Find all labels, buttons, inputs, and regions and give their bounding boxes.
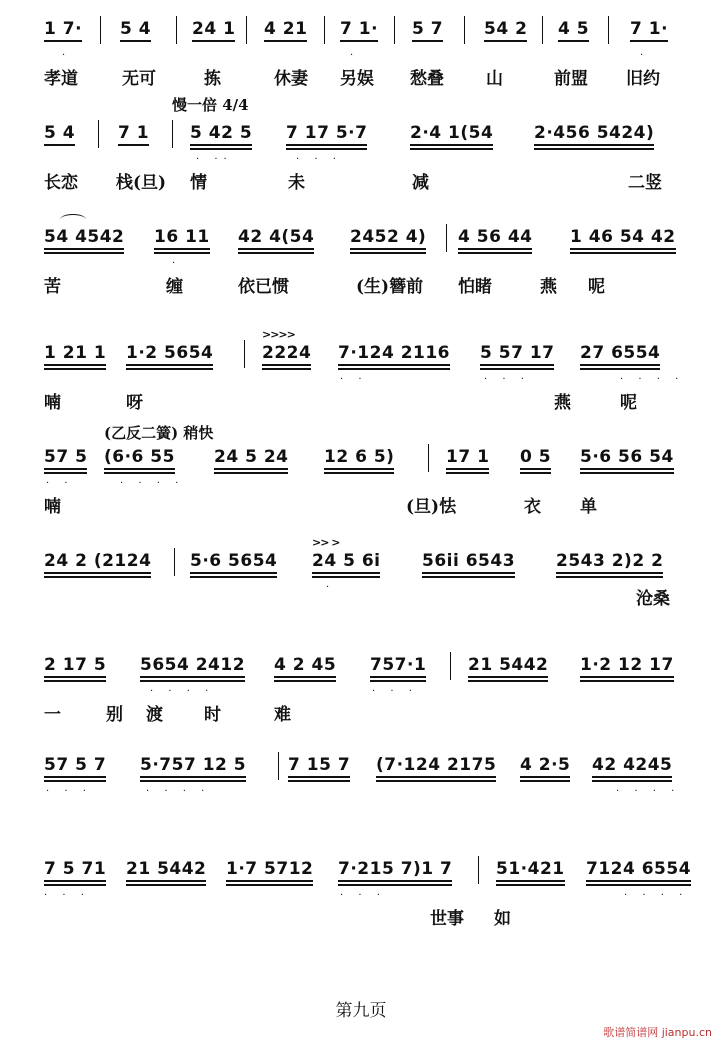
octave-dots: · · · (46, 786, 92, 797)
octave-dots: · (350, 50, 360, 61)
note-group: 7 5 71 (44, 858, 106, 882)
note-group: 51·421 (496, 858, 565, 882)
lyric: 衣 (524, 497, 541, 517)
lyric: 苦 (44, 277, 61, 297)
octave-dots: · · · · (120, 478, 185, 489)
note-group: 5 4 (120, 18, 151, 42)
staff-line (40, 654, 690, 697)
barline (278, 752, 279, 780)
staff-line (40, 18, 690, 61)
lyric: 依已惯 (238, 277, 289, 297)
lyric: 缠 (166, 277, 183, 297)
barline (174, 548, 175, 576)
lyric: 时 (204, 705, 221, 725)
score-row-7 (40, 654, 690, 724)
barline (244, 340, 245, 368)
octave-dots: · · (340, 374, 368, 385)
note-group: (7·124 2175 (376, 754, 496, 778)
note-group: 5654 2412 (140, 654, 245, 678)
barline (450, 652, 451, 680)
note-group: 7 17 5·7 (286, 122, 367, 146)
page-number: 第九页 (335, 1001, 387, 1021)
barline (324, 16, 325, 44)
octave-dots: · (326, 582, 336, 593)
note-group: 4 56 44 (458, 226, 532, 250)
barline (542, 16, 543, 44)
note-group: 42 4245 (592, 754, 672, 778)
note-group: 24 5 24 (214, 446, 288, 470)
note-group: 5 7 (412, 18, 443, 42)
lyric: 难 (274, 705, 291, 725)
note-group: 2543 2)2 2 (556, 550, 663, 574)
lyric: 喃 (44, 497, 61, 517)
note-group: 1 21 1 (44, 342, 106, 366)
lyric: 无可 (122, 69, 156, 89)
lyric: 前盟 (554, 69, 588, 89)
lyric: 世事 (430, 909, 464, 929)
accent-marks: >>>> (262, 328, 295, 341)
octave-dots: · · · · (146, 786, 211, 797)
lyric: 沧桑 (636, 589, 670, 609)
score-row-8 (40, 754, 690, 824)
note-group: 54 2 (484, 18, 527, 42)
lyric: 渡 (146, 705, 163, 725)
note-group: 57 5 (44, 446, 87, 470)
note-group: 12 6 5) (324, 446, 394, 470)
octave-dots: · · · (484, 374, 530, 385)
score-row-3 (40, 226, 690, 296)
lyric: 燕 (540, 277, 557, 297)
staff-line (40, 226, 690, 269)
note-group: 7·215 7)1 7 (338, 858, 452, 882)
note-group: 24 1 (192, 18, 235, 42)
note-group: 5·6 5654 (190, 550, 277, 574)
octave-dots: · · · · (620, 374, 685, 385)
note-group: 2224 (262, 342, 311, 366)
score-row-6 (40, 536, 690, 620)
octave-dots: · (640, 50, 650, 61)
note-group: 54 4542 (44, 226, 124, 250)
lyric: 减 (412, 173, 429, 193)
note-group: 2·456 5424) (534, 122, 654, 146)
score-row-1 (40, 18, 690, 88)
lyric: 呢 (620, 393, 637, 413)
lyric: 栈(旦) (116, 173, 167, 193)
barline (98, 120, 99, 148)
accent-marks: >> > (312, 536, 340, 549)
barline (428, 444, 429, 472)
lyric: 怕睹 (458, 277, 492, 297)
note-group: 5 42 5 (190, 122, 252, 146)
score-row-2 (40, 96, 690, 193)
note-group: 1·2 12 17 (580, 654, 674, 678)
note-group: 5 57 17 (480, 342, 554, 366)
lyric: 呢 (588, 277, 605, 297)
octave-dots: · · · (44, 890, 90, 901)
barline (446, 224, 447, 252)
lyric: 燕 (554, 393, 571, 413)
lyric: 休妻 (274, 69, 308, 89)
note-group: 57 5 7 (44, 754, 106, 778)
note-group: 5·6 56 54 (580, 446, 674, 470)
note-group: 56ii 6543 (422, 550, 515, 574)
barline (176, 16, 177, 44)
note-group: 4 2·5 (520, 754, 570, 778)
octave-dots: · · · · (150, 686, 215, 697)
note-group: 27 6554 (580, 342, 660, 366)
note-group: 17 1 (446, 446, 489, 470)
octave-dots: · · · (296, 154, 342, 165)
note-group: 1 7· (44, 18, 82, 42)
note-group: 1 46 54 42 (570, 226, 676, 250)
note-group: 1·7 5712 (226, 858, 313, 882)
staff-line (40, 858, 692, 901)
lyric: 单 (580, 497, 597, 517)
note-group: 7 1· (340, 18, 378, 42)
score-row-5 (40, 424, 690, 517)
note-group: 1·2 5654 (126, 342, 213, 366)
note-group: 7124 6554 (586, 858, 691, 882)
barline (100, 16, 101, 44)
octave-dots: · · · (372, 686, 418, 697)
score-row-4 (40, 328, 690, 413)
lyric: 孝道 (44, 69, 78, 89)
octave-dots: · ·· (196, 154, 233, 165)
octave-dots: · · (46, 478, 74, 489)
note-group: 4 21 (264, 18, 307, 42)
note-group: 21 5442 (126, 858, 206, 882)
note-group: 42 4(54 (238, 226, 314, 250)
barline (464, 16, 465, 44)
octave-dots: · (172, 258, 182, 269)
barline (608, 16, 609, 44)
note-group: 4 2 45 (274, 654, 336, 678)
staff-line (40, 754, 690, 797)
note-group: 2452 4) (350, 226, 426, 250)
note-group: 24 2 (2124 (44, 550, 151, 574)
section-marking: (乙反二簧) 稍快 (104, 424, 214, 442)
note-group: 2·4 1(54 (410, 122, 493, 146)
lyric: 喃 (44, 393, 61, 413)
lyric: 呀 (126, 393, 143, 413)
note-group: 21 5442 (468, 654, 548, 678)
lyric: 另娱 (340, 69, 374, 89)
barline (478, 856, 479, 884)
lyric: (生)簪前 (356, 277, 424, 297)
lyric: 如 (494, 909, 511, 929)
staff-line (40, 122, 690, 165)
note-group: 16 11 (154, 226, 210, 250)
tempo-marking: 慢一倍 4/4 (172, 96, 249, 114)
lyric: 一 (44, 705, 61, 725)
lyric: 未 (288, 173, 305, 193)
note-group: 5·757 12 5 (140, 754, 246, 778)
note-group: 4 5 (558, 18, 589, 42)
staff-line (40, 446, 690, 489)
lyric: 二竖 (628, 173, 662, 193)
octave-dots: · · · (340, 890, 386, 901)
barline (246, 16, 247, 44)
octave-dots: · · · · (616, 786, 681, 797)
lyric: (旦)怯 (406, 497, 457, 517)
score-row-9 (40, 858, 690, 928)
lyric: 情 (190, 173, 207, 193)
lyric: 拣 (204, 69, 221, 89)
note-group: (6·6 55 (104, 446, 175, 470)
note-group: 5 4 (44, 122, 75, 146)
site-watermark: 歌谱简谱网 jianpu.cn (603, 1026, 712, 1039)
note-group: 7 1 (118, 122, 149, 146)
octave-dots: · · · · (624, 890, 689, 901)
note-group: 2 17 5 (44, 654, 106, 678)
note-group: 7 1· (630, 18, 668, 42)
lyric: 山 (486, 69, 503, 89)
staff-line (40, 550, 690, 593)
note-group: 7 15 7 (288, 754, 350, 778)
lyric: 旧约 (626, 69, 660, 89)
lyric: 别 (106, 705, 123, 725)
octave-dots: · (62, 50, 72, 61)
note-group: 7·124 2116 (338, 342, 450, 366)
note-group: 757·1 (370, 654, 426, 678)
lyric: 长恋 (44, 173, 78, 193)
lyric: 愁叠 (410, 69, 444, 89)
note-group: 0 5 (520, 446, 551, 470)
note-group: 24 5 6i (312, 550, 380, 574)
barline (172, 120, 173, 148)
barline (394, 16, 395, 44)
staff-line (40, 342, 690, 385)
tie-mark (60, 214, 86, 225)
